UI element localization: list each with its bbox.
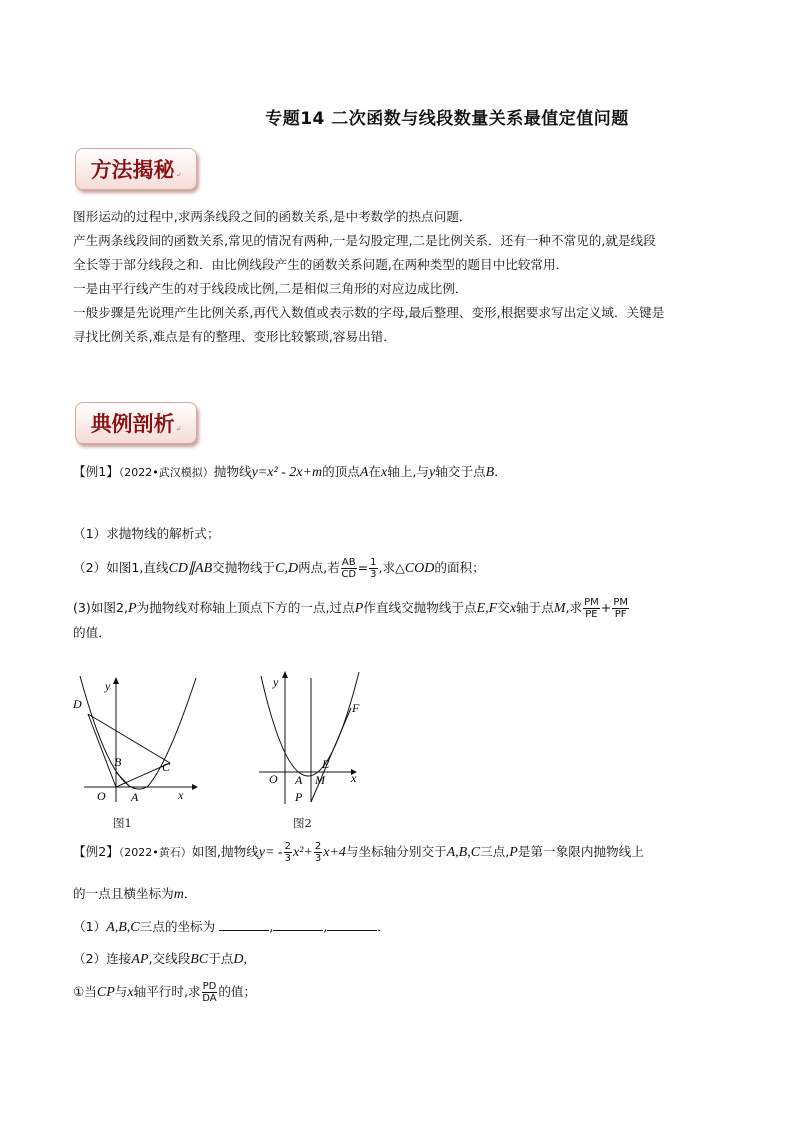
label-d: D — [73, 697, 82, 711]
example1-q3 — [73, 596, 723, 645]
var: x — [509, 601, 517, 616]
label-o: O — [97, 789, 106, 803]
paragraph-mark: ↵ — [175, 171, 182, 179]
text: 与 — [114, 984, 128, 999]
example2-q2 — [73, 947, 723, 972]
denominator: DA — [202, 993, 217, 1004]
var: CD∥AB — [168, 561, 213, 576]
numerator: AB — [341, 557, 356, 568]
numerator: 1 — [370, 557, 377, 568]
text: 在 — [368, 464, 382, 479]
var: E,F — [476, 601, 498, 616]
var: x — [127, 985, 134, 1000]
method-line: 一是由平行线产生的对于线段成比例,二是相似三角形的对应边成比例． — [73, 281, 468, 296]
text: 轴平行时,求 — [133, 984, 201, 999]
example2-q1 — [73, 915, 723, 940]
text: 的面积； — [434, 560, 485, 575]
section-header-examples — [75, 402, 197, 444]
text: 的一点且横坐标为 — [73, 886, 174, 901]
text: (3)如图2, — [73, 600, 129, 615]
fraction — [369, 557, 377, 580]
example2-stem — [73, 840, 723, 865]
fraction — [583, 597, 600, 620]
text: 于点 — [208, 951, 234, 966]
method-line: 产生两条线段间的函数关系,常见的情况有两种,一是勾股定理,二是比例关系．还有一种不常见的,就是线段 — [73, 233, 656, 248]
text: = — [357, 560, 369, 575]
var: AP — [131, 952, 149, 967]
text: 与坐标轴分别交于 — [345, 844, 447, 859]
label-m: M — [315, 773, 325, 787]
denominator: PF — [614, 609, 627, 620]
numerator: 2 — [284, 841, 291, 852]
example2-stem-line2 — [73, 882, 723, 907]
fraction — [314, 841, 322, 864]
parabola — [80, 676, 196, 789]
section-label: 典例剖析 — [90, 411, 175, 436]
text: 三点, — [480, 844, 510, 859]
text: （1） — [73, 919, 107, 934]
denominator: CD — [341, 569, 357, 580]
fraction — [612, 597, 629, 620]
text: ． — [183, 886, 197, 901]
var: A — [359, 465, 369, 480]
var: P — [128, 601, 137, 616]
text: 交抛物线于 — [212, 560, 276, 575]
label-a: A — [131, 790, 139, 804]
method-line: 图形运动的过程中,求两条线段之间的函数关系,是中考数学的热点问题． — [73, 209, 472, 224]
numerator: PD — [202, 981, 217, 992]
var: m — [173, 887, 184, 902]
answer-blank[interactable] — [327, 916, 377, 931]
numerator: PM — [584, 597, 599, 608]
figure-2-caption: 图2 — [293, 816, 312, 830]
text: 的顶点 — [322, 464, 360, 479]
var: M — [553, 601, 566, 616]
figure-1 — [68, 668, 208, 808]
text: + — [600, 600, 612, 615]
label-o: O — [269, 772, 278, 786]
text: ,求 — [565, 600, 583, 615]
text: ,求△ — [378, 560, 405, 575]
answer-blank[interactable] — [273, 916, 323, 931]
equation: y= - — [258, 845, 283, 860]
example1-q1: （1）求抛物线的解析式； — [73, 526, 220, 541]
var: P — [509, 845, 518, 860]
equation: x+4 — [323, 845, 346, 860]
line-od — [88, 714, 116, 787]
example1-stem: 【例1】（2022•武汉模拟）抛物线y=x² - 2x+m的顶点A在x轴上,与y轴交于点B． — [73, 464, 507, 480]
text: ①当 — [73, 984, 97, 999]
var: A,B,C — [446, 845, 481, 860]
text: 的值． — [73, 625, 111, 640]
page-title: 专题14 二次函数与线段数量关系最值定值问题 — [265, 109, 629, 129]
text: 交 — [497, 600, 510, 615]
y-axis-arrow — [282, 671, 288, 678]
text: ,交线段 — [148, 951, 191, 966]
equation: y=x² - 2x+m — [251, 465, 323, 480]
var: D, — [233, 952, 247, 967]
text: 轴交于点 — [435, 464, 486, 479]
label-y: y — [105, 679, 111, 693]
text: 如图,抛物线 — [191, 844, 259, 859]
label-e: E — [322, 757, 330, 771]
label-y: y — [273, 675, 279, 689]
paragraph-mark: ↵ — [175, 425, 182, 433]
var: x — [381, 465, 388, 480]
fraction — [284, 841, 292, 864]
numerator: PM — [613, 597, 629, 608]
equation: x²+ — [292, 845, 313, 860]
text: , — [269, 919, 274, 934]
label-x: x — [178, 788, 184, 802]
label-p: P — [295, 790, 303, 804]
var: A,B,C — [106, 920, 140, 935]
text: ． — [377, 919, 390, 934]
section-header-method — [75, 148, 197, 190]
method-line: 全长等于部分线段之和．由比例线段产生的函数关系问题,在两种类型的题目中比较常用． — [73, 257, 569, 272]
section-label: 方法揭秘 — [90, 157, 175, 182]
answer-blank[interactable] — [219, 916, 269, 931]
fraction — [202, 981, 218, 1004]
text: 抛物线 — [213, 464, 252, 479]
text: （2）连接 — [73, 951, 132, 966]
var: CP — [96, 985, 115, 1000]
var: y — [429, 465, 436, 480]
text: 作直线交抛物线于点 — [363, 600, 477, 615]
example-tag: 【例2】 — [73, 844, 119, 859]
method-line: 寻找比例关系,难点是有的整理、变形比较繁琐,容易出错． — [73, 329, 396, 344]
figure-2 — [255, 668, 370, 808]
denominator: 3 — [314, 853, 322, 864]
example-source: （2022•武汉模拟） — [118, 466, 214, 479]
example2-q2-1 — [73, 980, 723, 1005]
text: 两点,若 — [298, 560, 340, 575]
label-f: F — [352, 701, 360, 715]
text: （2）如图1,直线 — [73, 560, 169, 575]
label-c: C — [162, 760, 171, 774]
text: 轴上,与 — [387, 464, 430, 479]
text: 为抛物线对称轴上顶点下方的一点,过点 — [136, 600, 355, 615]
label-b: B — [114, 755, 122, 769]
line-pf — [311, 708, 351, 802]
var: P — [354, 601, 364, 616]
denominator: 3 — [284, 853, 291, 864]
var: COD — [404, 561, 435, 576]
fraction — [341, 557, 357, 580]
var: B — [485, 465, 495, 480]
y-axis-arrow — [113, 677, 119, 684]
method-line: 一般步骤是先说理产生比例关系,再代入数值或表示数的字母,最后整理、变形,根据要求写出定义域．关键是 — [73, 305, 665, 320]
label-x: x — [351, 771, 357, 785]
example-tag: 【例1】 — [73, 464, 119, 479]
text: , — [323, 919, 328, 934]
denominator: 3 — [370, 569, 377, 580]
line-ab — [116, 772, 130, 787]
x-axis-arrow — [192, 784, 198, 790]
label-a: A — [295, 773, 303, 787]
method-text — [73, 205, 723, 349]
text: 轴于点 — [516, 600, 554, 615]
text: 是第一象限内抛物线上 — [517, 844, 644, 859]
text: 的值； — [218, 984, 257, 999]
denominator: PE — [585, 609, 598, 620]
var: BC — [190, 952, 209, 967]
figure-1-caption: 图1 — [113, 816, 132, 830]
numerator: 2 — [314, 841, 322, 852]
text: 三点的坐标为 — [139, 919, 216, 934]
var: C,D — [275, 561, 299, 576]
example-source: （2022•黄石） — [118, 846, 192, 859]
example1-q2 — [73, 556, 723, 581]
